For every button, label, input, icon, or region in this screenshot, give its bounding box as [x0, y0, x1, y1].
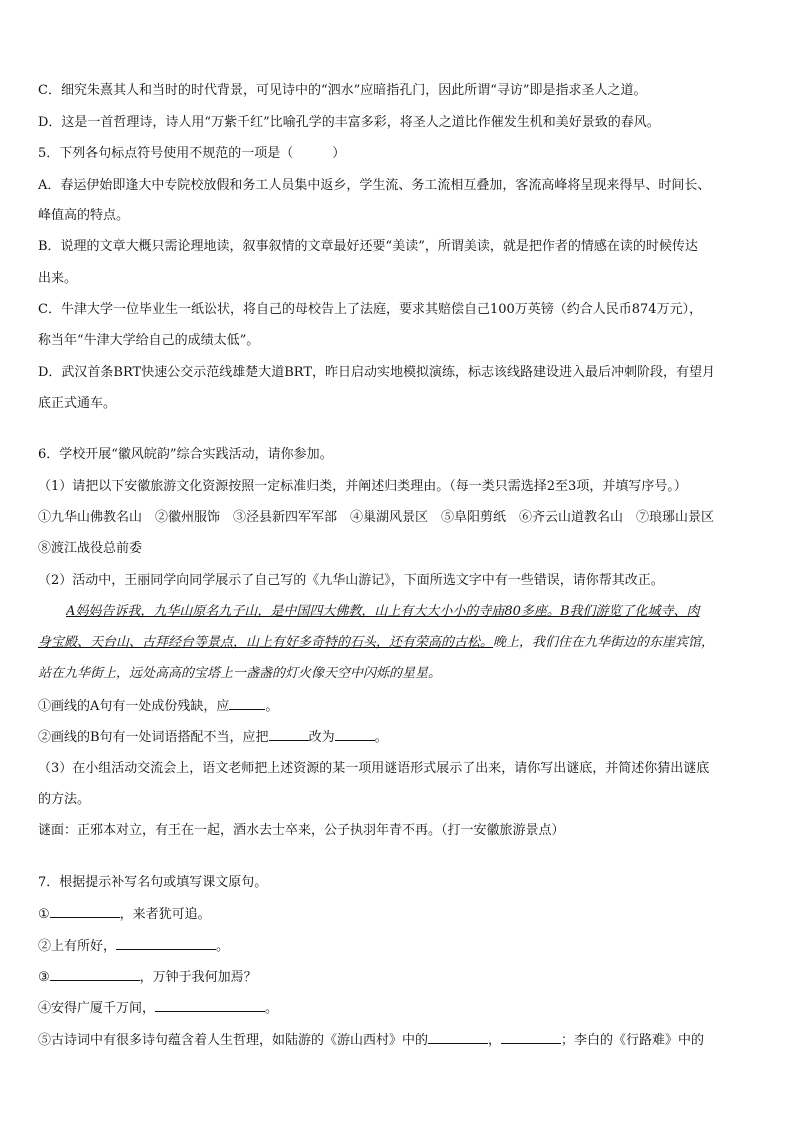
sentence-a: A妈妈告诉我，九华山原名九子山，是中国四大佛教，山上有大大小小的寺庙80多座。	[66, 604, 560, 619]
q7-l2-text: ②上有所好，	[38, 939, 117, 954]
q5-option-d-line1: D．武汉首条BRT快速公交示范线雄楚大道BRT，昨日启动实地模拟演练，标志该线路建设进入最后冲刺阶段，有望月	[38, 365, 715, 380]
answer-blank[interactable]	[229, 697, 265, 710]
q7-line5	[38, 1031, 760, 1050]
q6-part2: （2）活动中，王丽同学向同学展示了自己写的《九华山游记》，下面所选文字中有一些错误，请你帮其改正。	[38, 573, 664, 588]
q5-option-b-line1: B．说理的文章大概只需论理地读，叙事叙情的文章最好还要“美读”，所谓美读，就是把作者的情感在读的时候传达	[38, 239, 698, 254]
q5-option-c-line1: C．牛津大学一位毕业生一纸讼状，将自己的母校告上了法庭，要求其赔偿自己100万英镑（约合人民币874万元），	[38, 302, 703, 317]
q6-resource-list-1: ①九华山佛教名山 ②徽州服饰 ③泾县新四军军部 ④巢湖风景区 ⑤阜阳剪纸 ⑥齐云山道教名山 ⑦琅琊山景区	[38, 510, 715, 525]
q7-line1	[38, 905, 760, 924]
q6-sub2-end: 。	[374, 730, 388, 745]
q6-sub1-end: 。	[265, 699, 279, 714]
passage-line-2	[38, 634, 760, 652]
q7-line4	[38, 999, 760, 1018]
q7-l2-end: 。	[216, 939, 230, 954]
q6-part3-line2: 的方法。	[38, 792, 91, 807]
q7-l3-text: ，万钟于我何加焉？	[139, 970, 257, 985]
q7-l4-text: ④安得广厦千万间，	[38, 1001, 156, 1016]
q5-option-a-line2: 峰值高的特点。	[38, 208, 130, 223]
answer-blank[interactable]	[50, 905, 120, 918]
q6-sub2-text: ②画线的B句有一处词语搭配不当，应把	[38, 730, 269, 745]
q7-l3-num: ③	[38, 970, 50, 985]
passage-line-1	[66, 603, 760, 621]
q6-stem: 6．学校开展“徽风皖韵”综合实践活动，请你参加。	[38, 447, 333, 462]
q7-l1-num: ①	[38, 907, 50, 922]
answer-blank[interactable]	[269, 728, 309, 741]
q7-l4-end: 。	[265, 1001, 279, 1016]
sentence-b-start: B我们游览了化城寺、肉	[559, 604, 700, 619]
passage-text: 晚上，我们住在九华街边的东崖宾馆，	[493, 635, 715, 650]
q4-option-c: C．细究朱熹其人和当时的时代背景，可见诗中的“泗水”应暗指孔门，因此所谓“寻访”即是指求圣人之道。	[38, 83, 647, 98]
q7-stem: 7．根据提示补写名句或填写课文原句。	[38, 875, 268, 890]
q5-option-d-line2: 底正式通车。	[38, 396, 117, 411]
q7-line2	[38, 937, 760, 956]
q6-resource-list-2: ⑧渡江战役总前委	[38, 541, 143, 556]
answer-blank[interactable]	[116, 937, 216, 950]
sentence-b-end: 身宝殿、天台山、古拜经台等景点，山上有好多奇特的石头，还有荣高的古松。	[38, 635, 494, 650]
q7-l5-end: ；李白的《行路难》中的	[561, 1033, 705, 1048]
q6-sub1	[38, 697, 760, 716]
q6-sub2-mid: 改为	[308, 730, 335, 745]
q7-l5-text: ⑤古诗词中有很多诗句蕴含着人生哲理，如陆游的《游山西村》中的	[38, 1033, 429, 1048]
q5-option-b-line2: 出来。	[38, 271, 78, 286]
answer-blank[interactable]	[501, 1031, 561, 1044]
q4-option-d: D．这是一首哲理诗，诗人用“万紫千红”比喻孔学的丰富多彩，将圣人之道比作催发生机和美好景致的春风。	[38, 115, 660, 130]
q6-part3-line1: （3）在小组活动交流会上，语文老师把上述资源的某一项用谜语形式展示了出来，请你写出谜底，并简述你猜出谜底	[38, 761, 710, 776]
q7-l1-text: ，来者犹可追。	[119, 907, 211, 922]
passage-line-3: 站在九华街上，远处高高的宝塔上一盏盏的灯火像天空中闪烁的星星。	[38, 666, 442, 681]
q5-option-c-line2: 称当年“牛津大学给自己的成绩太低”。	[38, 333, 260, 348]
q6-part1: （1）请把以下安徽旅游文化资源按照一定标准归类，并阐述归类理由。（每一类只需选择2至3项，并填写序号。）	[38, 479, 687, 494]
answer-blank[interactable]	[50, 968, 140, 981]
q5-stem: 5．下列各句标点符号使用不规范的一项是（ ）	[38, 146, 346, 161]
q6-sub2	[38, 728, 760, 747]
q6-sub1-text: ①画线的A句有一处成份残缺，应	[38, 699, 230, 714]
answer-blank[interactable]	[335, 728, 375, 741]
q5-option-a-line1: A．春运伊始即逢大中专院校放假和务工人员集中返乡，学生流、务工流相互叠加，客流高峰将呈现来得早、时间长、	[38, 178, 711, 193]
q7-line3	[38, 968, 760, 987]
answer-blank[interactable]	[155, 999, 265, 1012]
q7-l5-sep: ，	[488, 1033, 502, 1048]
answer-blank[interactable]	[428, 1031, 488, 1044]
q6-riddle: 谜面：正邪本对立，有王在一起，酒水去士卒来，公子执羽年青不再。（打一安徽旅游景点）	[38, 823, 565, 838]
